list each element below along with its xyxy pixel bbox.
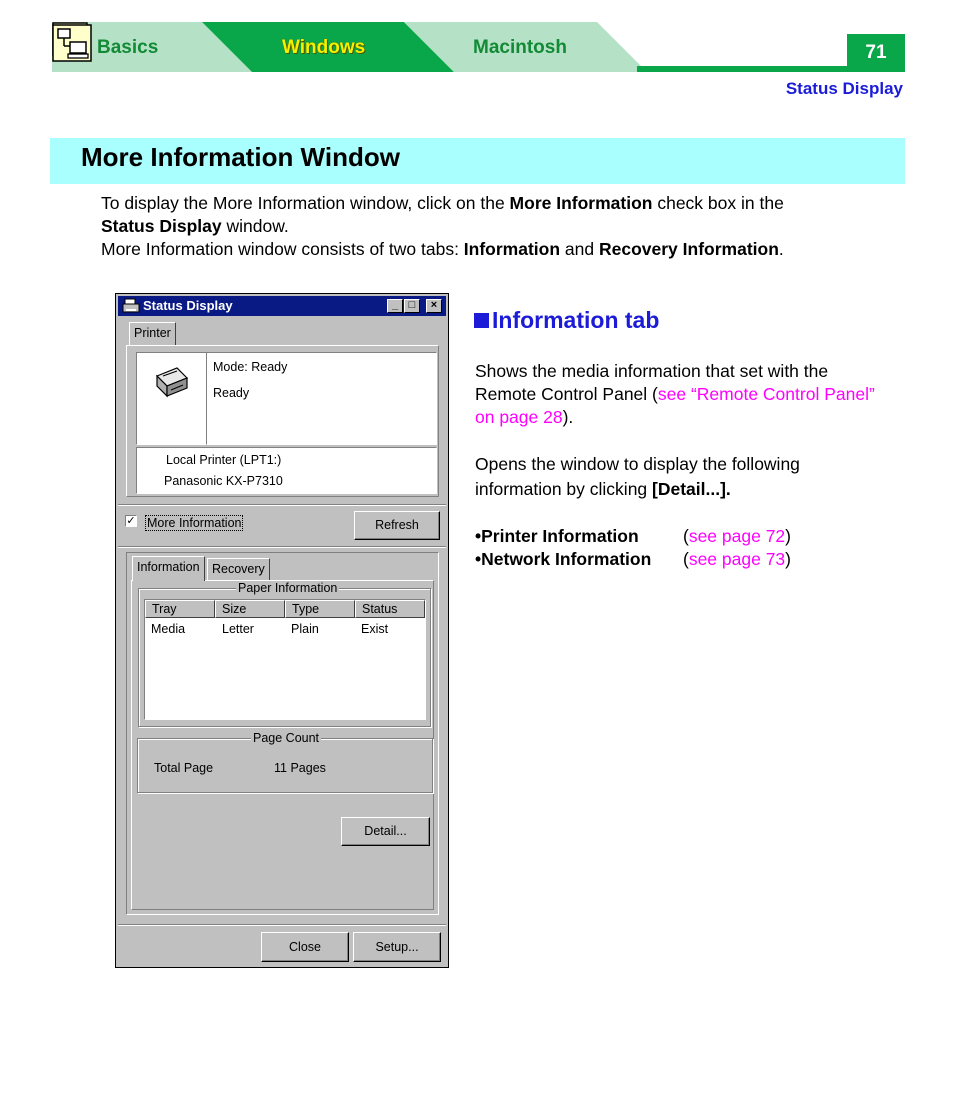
intro-text-part: . xyxy=(778,239,784,259)
page-73-link[interactable]: see page 73 xyxy=(688,549,786,569)
printer-image-box xyxy=(136,352,207,445)
status-text: Ready xyxy=(213,386,250,400)
intro-bold: Status Display xyxy=(101,216,222,236)
port-text: Local Printer (LPT1:) xyxy=(166,453,282,467)
list-item-printer-information xyxy=(475,526,791,547)
intro-bold: Information xyxy=(463,239,561,259)
intro-text-part: To display the More Information window, click on the xyxy=(101,193,510,213)
page-title: More Information Window xyxy=(81,142,400,172)
mode-text: Mode: Ready xyxy=(213,360,288,374)
more-information-label[interactable]: More Information xyxy=(147,516,242,530)
printer-panel xyxy=(126,345,439,497)
title-band xyxy=(50,138,905,184)
column-header-size[interactable]: Size xyxy=(215,600,285,618)
nav-tab-macintosh[interactable]: Macintosh xyxy=(473,37,567,58)
paren: ( xyxy=(683,549,689,569)
list-item-network-information xyxy=(475,549,791,570)
cell-type: Plain xyxy=(291,622,319,636)
nav-tab-windows[interactable]: Windows xyxy=(282,37,366,58)
tab-information[interactable]: Information xyxy=(132,556,205,581)
printer-icon xyxy=(122,298,140,314)
list-item-label: •Printer Information xyxy=(475,526,639,546)
page-number: 71 xyxy=(847,34,905,72)
model-text: Panasonic KX-P7310 xyxy=(164,474,283,488)
close-window-button[interactable]: × xyxy=(426,299,442,313)
cell-status: Exist xyxy=(361,622,389,636)
setup-button[interactable]: Setup... xyxy=(353,932,441,962)
table-row[interactable] xyxy=(145,619,425,637)
section-paragraph-1 xyxy=(475,360,885,429)
page-72-link[interactable]: see page 72 xyxy=(688,526,786,546)
header-nav xyxy=(52,22,905,72)
paragraph-text: Shows the media information that set with the Remote Control Panel ( xyxy=(475,361,829,404)
total-page-label: Total Page xyxy=(154,761,214,775)
intro-bold: Recovery Information xyxy=(598,239,779,259)
intro-bold: More Information xyxy=(509,193,653,213)
breadcrumb: Status Display xyxy=(785,79,903,98)
printer-info-box xyxy=(136,447,437,494)
maximize-button[interactable]: □ xyxy=(404,299,420,313)
cell-tray: Media xyxy=(151,622,186,636)
tab-printer[interactable]: Printer xyxy=(129,322,176,346)
paragraph-text: Opens the window to display the following information by clicking xyxy=(475,454,800,499)
page-count-legend: Page Count xyxy=(253,731,320,745)
printer-status-box xyxy=(206,352,437,445)
paren: ( xyxy=(683,526,689,546)
printer-large-icon xyxy=(151,364,191,402)
paper-information-legend: Paper Information xyxy=(238,581,338,595)
intro-text-part: and xyxy=(560,239,599,259)
paper-table xyxy=(144,599,426,720)
detail-button[interactable]: Detail... xyxy=(341,817,430,846)
paren: ) xyxy=(785,549,791,569)
intro-text-part: More Information window consists of two tabs: xyxy=(101,239,464,259)
divider xyxy=(118,546,446,548)
intro-line-1 xyxy=(101,192,891,215)
more-information-checkbox[interactable]: ✓ xyxy=(126,515,136,527)
remote-control-panel-link[interactable]: see “Remote Control Panel” on page 28 xyxy=(475,384,875,427)
column-header-status[interactable]: Status xyxy=(355,600,425,618)
nav-tab-basics[interactable]: Basics xyxy=(97,37,159,58)
detail-reference: [Detail...]. xyxy=(652,479,731,499)
intro-text xyxy=(101,192,891,261)
intro-line-3 xyxy=(101,238,891,261)
total-page-value: 11 Pages xyxy=(274,761,326,775)
minimize-button[interactable]: _ xyxy=(387,299,403,313)
divider xyxy=(118,504,446,506)
list-item-label: •Network Information xyxy=(475,549,652,569)
information-tab-panel xyxy=(131,580,434,910)
status-display-window xyxy=(115,293,449,968)
paren: ) xyxy=(785,526,791,546)
tab-recovery[interactable]: Recovery xyxy=(207,558,270,580)
paragraph-text: ). xyxy=(562,407,574,427)
intro-text-part: window. xyxy=(221,216,289,236)
section-paragraph-2 xyxy=(475,452,855,502)
column-header-type[interactable]: Type xyxy=(285,600,355,618)
close-button[interactable]: Close xyxy=(261,932,349,962)
section-title-text: Information tab xyxy=(492,307,660,333)
window-title: Status Display xyxy=(143,298,233,313)
network-icon[interactable] xyxy=(52,22,92,62)
square-bullet-icon xyxy=(474,313,489,328)
intro-line-2 xyxy=(101,215,891,238)
refresh-button[interactable]: Refresh xyxy=(354,511,440,540)
intro-text-part: check box in the xyxy=(652,193,784,213)
divider xyxy=(118,924,446,926)
column-header-tray[interactable]: Tray xyxy=(145,600,215,618)
cell-size: Letter xyxy=(222,622,254,636)
section-title xyxy=(474,307,659,334)
window-titlebar[interactable] xyxy=(118,296,446,316)
